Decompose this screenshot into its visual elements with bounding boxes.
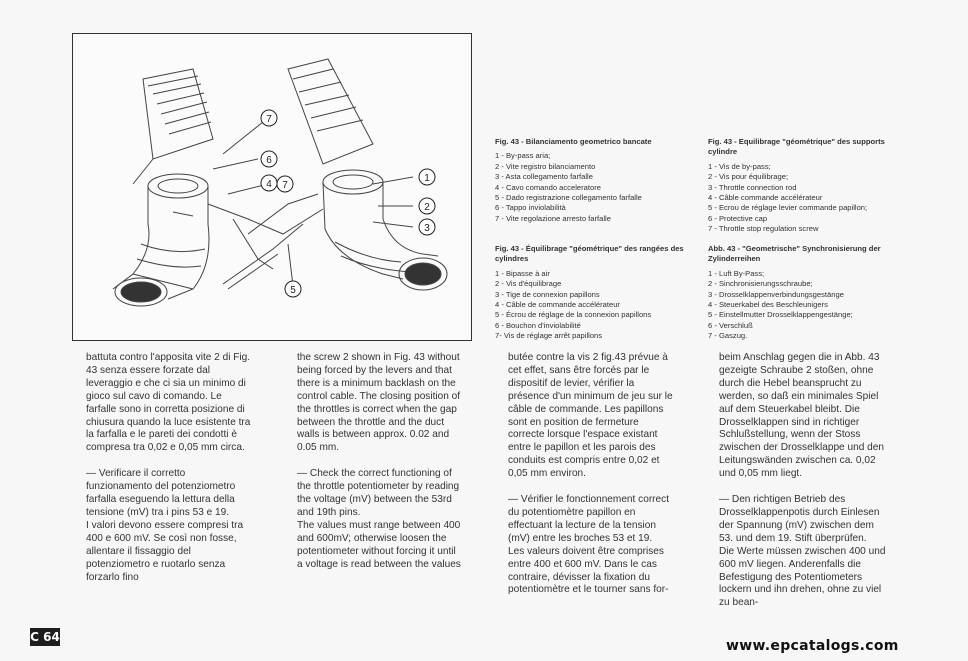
caption-item: 4 - Cavo comando acceleratore (495, 182, 601, 192)
caption-item: 1 - Luft By-Pass; (708, 268, 765, 278)
caption-item: 6 - Protective cap (708, 213, 768, 223)
watermark: www.epcatalogs.com (726, 638, 899, 654)
caption-item: 7 - Gaszug. (708, 331, 748, 341)
caption-item: 2 - Sinchronisierungsschraube; (708, 279, 813, 289)
paragraph: battuta contro l'apposita vite 2 di Fig. 43 senza essere forzate dal leveraggio e che ci sia un minimo di gioco sul cavo di comando. Le farfalle sono in corretta posizione di chiusura quando la luce esistente tra la farfalla e le pareti dei condotti è compresa tra 0,02 e 0,05 mm circa. (86, 352, 251, 454)
callout-4: 4 (266, 179, 272, 190)
caption-item: 4 - Steuerkabel des Beschleunigers (708, 300, 828, 310)
paragraph: — Den richtigen Betrieb des Drosselklappenpotis durch Einlesen der Spannung (mV) zwischen dem 53. und dem 19. Stift überprüfen. (719, 494, 880, 544)
paragraph: — Vérifier le fonctionnement correct du potentiomètre papillon en effectuant la lecture de la tension (mV) entre les broches 53 et 19. (508, 494, 670, 544)
caption-item: 2 - Vite registro bilanciamento (495, 161, 596, 171)
paragraph: butée contre la vis 2 fig.43 prévue à cet effet, sans être forcés par le dispositif de levier, vérifier la présence d'un minimum de jeu sur le câble de commande. Les papillons sont en position de fermeture correcte lorsque l'espace existant entre le papillon et les parois des conduits est compris entre 0,02 et 0,05 mm environ. (508, 352, 673, 480)
column-german (719, 352, 886, 610)
figure-43 (72, 33, 472, 341)
caption-item: 5 - Ecrou de réglage levier commande papillon; (708, 203, 868, 213)
caption-italian (495, 137, 695, 224)
caption-item: 3 - Drosselklappenverbindungsgestänge (708, 289, 844, 299)
caption-item: 6 - Verschluß (708, 320, 753, 330)
paragraph: the screw 2 shown in Fig. 43 without being forced by the levers and that there is a minimum backlash on the control cable. The closing position of the throttles is correct when the gap between the throttle and the duct walls is between approx. 0.02 and 0.05 mm. (297, 352, 461, 454)
caption-title: Abb. 43 - "Geometrische" Synchronisierung der Zylinderreihen (708, 244, 881, 264)
caption-item: 4 - Câble commande accélérateur (708, 193, 823, 203)
caption-item: 7 - Throttle stop regulation screw (708, 224, 819, 234)
caption-english (708, 137, 908, 235)
paragraph: Les valeurs doivent être comprises entre 400 et 600 mV. Dans le cas contraire, dévisser la fixation du potentiomètre et le tourner sans for- (508, 545, 669, 596)
caption-item: 6 - Tappo inviolabilità (495, 203, 566, 213)
paragraph: The values must range between 400 and 600mV; otherwise loosen the potentiometer without forcing it until a voltage is read between the values (297, 519, 461, 570)
paragraph: I valori devono essere compresi tra 400 e 600 mV. Se così non fosse, allentare il fissaggio del potenziometro e ruotarlo senza forzarlo fino (86, 519, 244, 583)
caption-french (495, 244, 695, 342)
caption-item: 5 - Einstellmutter Drosselklappengestänge; (708, 310, 853, 320)
caption-item: 3 - Tige de connexion papillons (495, 289, 600, 299)
page-number: C 64 (30, 630, 60, 644)
callout-7b: 7 (282, 180, 288, 191)
caption-item: 3 - Throttle connection rod (708, 182, 797, 192)
callout-2: 2 (424, 202, 430, 213)
caption-item: 1 - Vis de by-pass; (708, 161, 771, 171)
caption-item: 5 - Dado registrazione collegamento farfalle (495, 193, 642, 203)
caption-item: 2 - Vis pour équilibrage; (708, 172, 789, 182)
caption-item: 1 - Bipasse à air (495, 268, 550, 278)
paragraph: — Verificare il corretto funzionamento del potenziometro farfalla eseguendo la lettura della tensione (mV) tra i pins 53 e 19. (86, 468, 236, 518)
caption-german (708, 244, 908, 342)
caption-item: 7- Vis de réglage arrêt papillons (495, 331, 603, 341)
caption-item: 2 - Vis d'équilibrage (495, 279, 562, 289)
callout-1: 1 (424, 173, 430, 184)
callout-3: 3 (424, 223, 430, 234)
paragraph: Die Werte müssen zwischen 400 und 600 mV liegen. Anderenfalls die Befestigung des Potentiometers lockern und ihn drehen, ohne zu viel zu bean- (719, 545, 886, 609)
callout-7a: 7 (266, 114, 272, 125)
caption-item: 7 - Vite regolazione arresto farfalle (495, 213, 611, 223)
callout-6: 6 (266, 155, 272, 166)
caption-item: 4 - Câble de commande accélérateur (495, 300, 620, 310)
caption-item: 1 - By-pass aria; (495, 151, 551, 161)
caption-title: Fig. 43 - Equilibrage "géométrique" des supports cylindre (708, 137, 885, 157)
column-french (508, 352, 675, 597)
column-english (297, 352, 464, 572)
callout-5: 5 (290, 285, 296, 296)
paragraph: — Check the correct functioning of the throttle potentiometer by reading the voltage (mV) between the 53rd and 19th pins. (297, 468, 460, 518)
caption-item: 3 - Asta collegamento farfalle (495, 172, 593, 182)
column-italian (86, 352, 253, 584)
paragraph: beim Anschlag gegen die in Abb. 43 gezeigte Schraube 2 stoßen, ohne durch die Hebel beansprucht zu werden, so daß ein minimales Spiel auf dem Steuerkabel bleibt. Die Drosselklappen sind in richtiger Schlußstellung, wenn der Stoss zwischen der Drosselklappe und den Leitungswänden zwischen ca. 0,02 und 0,05 mm liegt. (719, 352, 884, 480)
throttle-body-illustration (73, 34, 471, 340)
caption-title: Fig. 43 - Bilanciamento geometrico bancate (495, 137, 652, 146)
caption-item: 6 - Bouchon d'inviolabilité (495, 320, 581, 330)
caption-title: Fig. 43 - Équilibrage "géométrique" des rangées des cylindres (495, 244, 684, 264)
caption-item: 5 - Écrou de réglage de la connexion papillons (495, 310, 652, 320)
